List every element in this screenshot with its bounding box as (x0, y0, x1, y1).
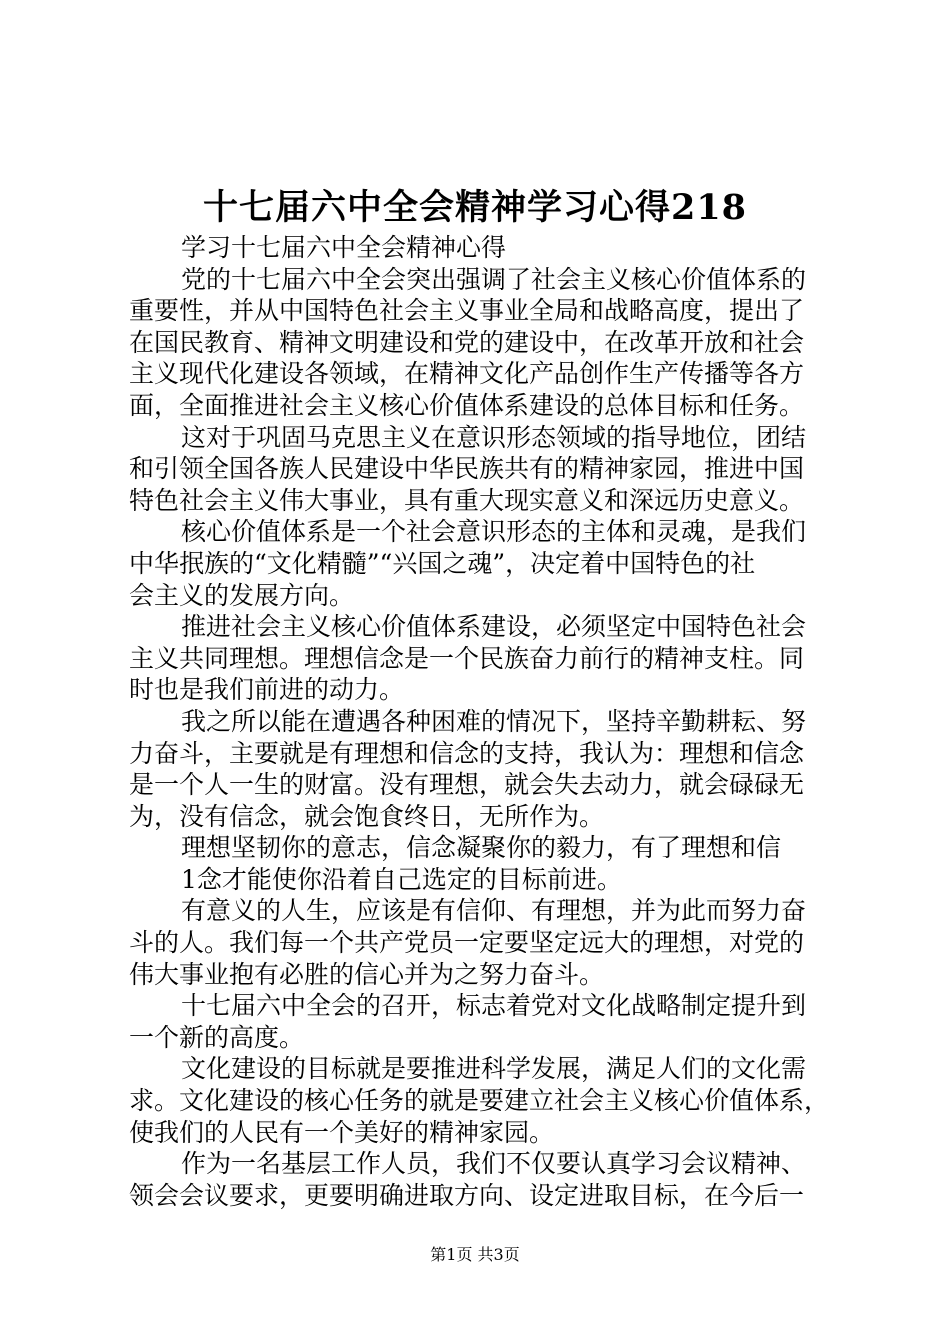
body-line: 是一个人一生的财富。没有理想，就会失去动力，就会碌碌无 (129, 770, 805, 800)
body-line: 和引领全国各族人民建设中华民族共有的精神家园，推进中国 (129, 454, 805, 484)
body-line: 伟大事业抱有必胜的信心并为之努力奋斗。 (129, 959, 605, 989)
body-line: 作为一名基层工作人员，我们不仅要认真学习会议精神、 (181, 1149, 807, 1179)
document-body (129, 232, 829, 1211)
body-line: 在国民教育、精神文明建设和党的建设中，在改革开放和社会 (129, 327, 805, 357)
body-line: 会主义的发展方向。 (129, 580, 355, 610)
body-line: 领会会议要求，更要明确进取方向、设定进取目标，在今后一 (129, 1180, 805, 1210)
body-line: 十七届六中全会的召开，标志着党对文化战略制定提升到 (181, 991, 807, 1021)
body-line: 斗的人。我们每一个共产党员一定要坚定远大的理想，对党的 (129, 928, 805, 958)
body-line: 面，全面推进社会主义核心价值体系建设的总体目标和任务。 (129, 390, 805, 420)
body-line: 一个新的高度。 (129, 1022, 305, 1052)
body-line: 核心价值体系是一个社会意识形态的主体和灵魂，是我们 (181, 517, 807, 547)
body-line: 文化建设的目标就是要推进科学发展，满足人们的文化需 (181, 1054, 807, 1084)
body-line: 时也是我们前进的动力。 (129, 675, 405, 705)
body-line: 力奋斗，主要就是有理想和信念的支持，我认为：理想和信念 (129, 738, 805, 768)
body-line: 有意义的人生，应该是有信仰、有理想，并为此而努力奋 (181, 896, 807, 926)
body-line: 中华抿族的“文化精髓”“兴国之魂”，决定着中国特色的社 (129, 548, 756, 578)
body-line: 这对于巩固马克思主义在意识形态领域的指导地位，团结 (181, 422, 807, 452)
document-title: 十七届六中全会精神学习心得218 (202, 187, 748, 228)
body-line: 主义现代化建设各领域，在精神文化产品创作生产传播等各方 (129, 359, 805, 389)
body-line: 求。文化建设的核心任务的就是要建立社会主义核心价值体系， (129, 1086, 830, 1116)
body-line: 使我们的人民有一个美好的精神家园。 (129, 1117, 555, 1147)
body-line: 我之所以能在遭遇各种困难的情况下，坚持辛勤耕耘、努 (181, 706, 807, 736)
body-line: 理想坚韧你的意志，信念凝聚你的毅力，有了理想和信 (181, 833, 782, 863)
page-footer: 第1页 共3页 (430, 1245, 520, 1264)
body-line: 党的十七届六中全会突出强调了社会主义核心价值体系的 (181, 264, 807, 294)
body-line: 特色社会主义伟大事业，具有重大现实意义和深远历史意义。 (129, 485, 805, 515)
body-line: 重要性，并从中国特色社会主义事业全局和战略高度，提出了 (129, 296, 805, 326)
body-line: 学习十七届六中全会精神心得 (181, 233, 507, 262)
body-line: 推进社会主义核心价值体系建设，必须坚定中国特色社会 (181, 612, 807, 642)
body-line: 1念才能使你沿着自己选定的目标前进。 (181, 864, 622, 894)
body-line: 为，没有信念，就会饱食终日，无所作为。 (129, 801, 605, 831)
body-line: 主义共同理想。理想信念是一个民族奋力前行的精神支柱。同 (129, 643, 805, 673)
